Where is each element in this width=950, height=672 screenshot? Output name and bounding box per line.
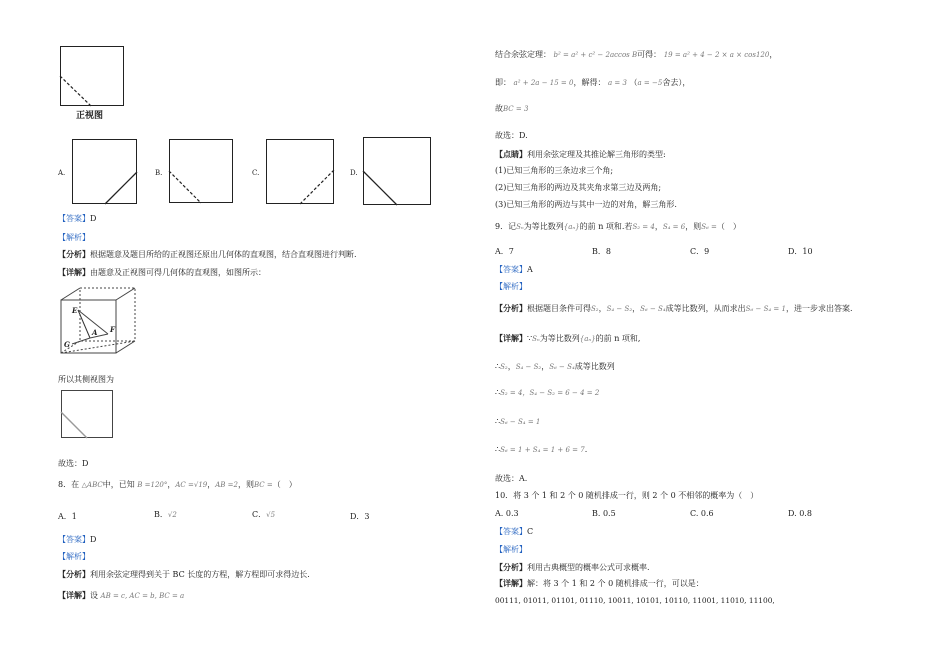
q8-answer: 【答案】D: [58, 535, 97, 544]
q8-stem: 8．在 △ABC中，已知 B =120°，AC =√19，AB =2，则BC =（ ）: [58, 480, 297, 489]
q10-stem: 10．将 3 个 1 和 2 个 0 随机排成一行，则 2 个 0 不相邻的概率为（ ）: [495, 491, 759, 500]
q9-step-1: ∴S₂，S₄ − S₂，S₆ − S₄成等比数列: [495, 362, 615, 371]
q9-step-2: ∴S₂ = 4，S₄ − S₂ = 6 − 4 = 2: [495, 388, 600, 397]
q10-answer: 【答案】C: [495, 527, 534, 536]
q8-option-b: B．√2: [154, 510, 177, 519]
q8-cont-choose: 故选：D.: [495, 131, 528, 140]
q9-option-c: C．9: [690, 247, 710, 256]
front-view-label: 正视图: [76, 111, 104, 121]
q8-dianjing-item-2: (2)已知三角形的两边及其夹角求第三边及两角;: [495, 183, 662, 192]
q9-fenxi: 【分析】根据题目条件可得S₂，S₄ − S₂，S₆ − S₄成等比数列，从而求出S₆ − S₄ = 1，进一步求出答案.: [495, 303, 853, 313]
q10-analysis-tag: 【解析】: [495, 545, 527, 554]
q9-choose: 故选：A.: [495, 474, 528, 483]
cube-label-g: G: [64, 340, 70, 349]
q8-option-c: C．√5: [252, 510, 276, 519]
q7-side-view-text: 所以其侧视图为: [58, 375, 114, 384]
q9-step-3: ∴S₆ − S₄ = 1: [495, 417, 541, 426]
option-c-label: C.: [252, 169, 260, 177]
q8-cont-line2: 即： a² + 2a − 15 = 0，解得： a = 3 （a = −5舍去），: [495, 78, 691, 87]
cube-label-e: E: [72, 306, 78, 315]
q9-option-a: A．7: [495, 247, 514, 256]
q10-arrangement-list: 00111, 01011, 01101, 01110, 10011, 10101, 10110, 11001, 11010, 11100,: [495, 596, 775, 605]
option-c-dashed-line: [266, 139, 334, 204]
q7-fenxi: 【分析】根据题意及题目所给的正视图还原出几何体的直观图，结合直观图进行判断.: [58, 249, 357, 259]
q9-option-b: B．8: [592, 247, 611, 256]
q7-xiangjie: 【详解】由题意及正视图可得几何体的直观图，如图所示：: [58, 267, 266, 277]
q9-option-d: D．10: [788, 247, 813, 256]
q8-dianjing: 【点睛】利用余弦定理及其推论解三角形的类型:: [495, 149, 666, 159]
q9-xiangjie: 【详解】∵Sₙ为等比数列{aₙ}的前 n 项和,: [495, 333, 641, 343]
q9-analysis-tag: 【解析】: [495, 282, 527, 291]
q10-option-b: B. 0.5: [592, 509, 616, 518]
front-view-dashed-line: [60, 46, 124, 106]
q10-option-d: D. 0.8: [788, 509, 812, 518]
option-d-line: [363, 137, 431, 205]
q8-cont-line1: 结合余弦定理： b² = a² + c² − 2accos B可得： 19 = a² + 4 − 2 × a × cos120，: [495, 50, 778, 59]
cube-label-a: A: [92, 328, 98, 337]
q9-step-4: ∴S₆ = 1 + S₄ = 1 + 6 = 7.: [495, 445, 588, 454]
q8-cont-line3: 故BC = 3: [495, 104, 529, 113]
q8-xiangjie: 【详解】设 AB = c, AC = b, BC = a: [58, 590, 185, 600]
q9-stem: 9．记Sₙ为等比数列{aₙ}的前 n 项和.若S₂ = 4，S₄ = 6，则S₆ =（ ）: [495, 222, 741, 231]
option-b-dashed-line: [169, 139, 233, 203]
q8-option-d: D．3: [350, 512, 370, 521]
q8-fenxi: 【分析】利用余弦定理得到关于 BC 长度的方程，解方程即可求得边长.: [58, 569, 310, 579]
option-b-label: B.: [155, 169, 163, 177]
q7-choose: 故选：D: [58, 459, 89, 468]
q8-dianjing-item-3: (3)已知三角形的两边与其中一边的对角，解三角形.: [495, 200, 677, 209]
q10-fenxi: 【分析】利用古典概型的概率公式可求概率.: [495, 562, 650, 572]
q10-option-a: A. 0.3: [495, 509, 519, 518]
option-a-line: [72, 139, 137, 204]
q7-answer: 【答案】D: [58, 214, 97, 223]
cube-figure: [58, 286, 138, 356]
q10-xiangjie: 【详解】解：将 3 个 1 和 2 个 0 随机排成一行，可以是：: [495, 578, 704, 588]
q8-option-a: A．1: [58, 512, 77, 521]
q8-dianjing-item-1: (1)已知三角形的三条边求三个角;: [495, 166, 614, 175]
side-view-line: [61, 390, 113, 438]
q7-analysis-tag: 【解析】: [58, 233, 90, 242]
option-d-label: D.: [350, 169, 358, 177]
q9-answer: 【答案】A: [495, 265, 533, 274]
q10-option-c: C. 0.6: [690, 509, 714, 518]
q8-analysis-tag: 【解析】: [58, 552, 90, 561]
cube-label-f: F: [110, 325, 115, 334]
option-a-label: A.: [58, 169, 66, 177]
